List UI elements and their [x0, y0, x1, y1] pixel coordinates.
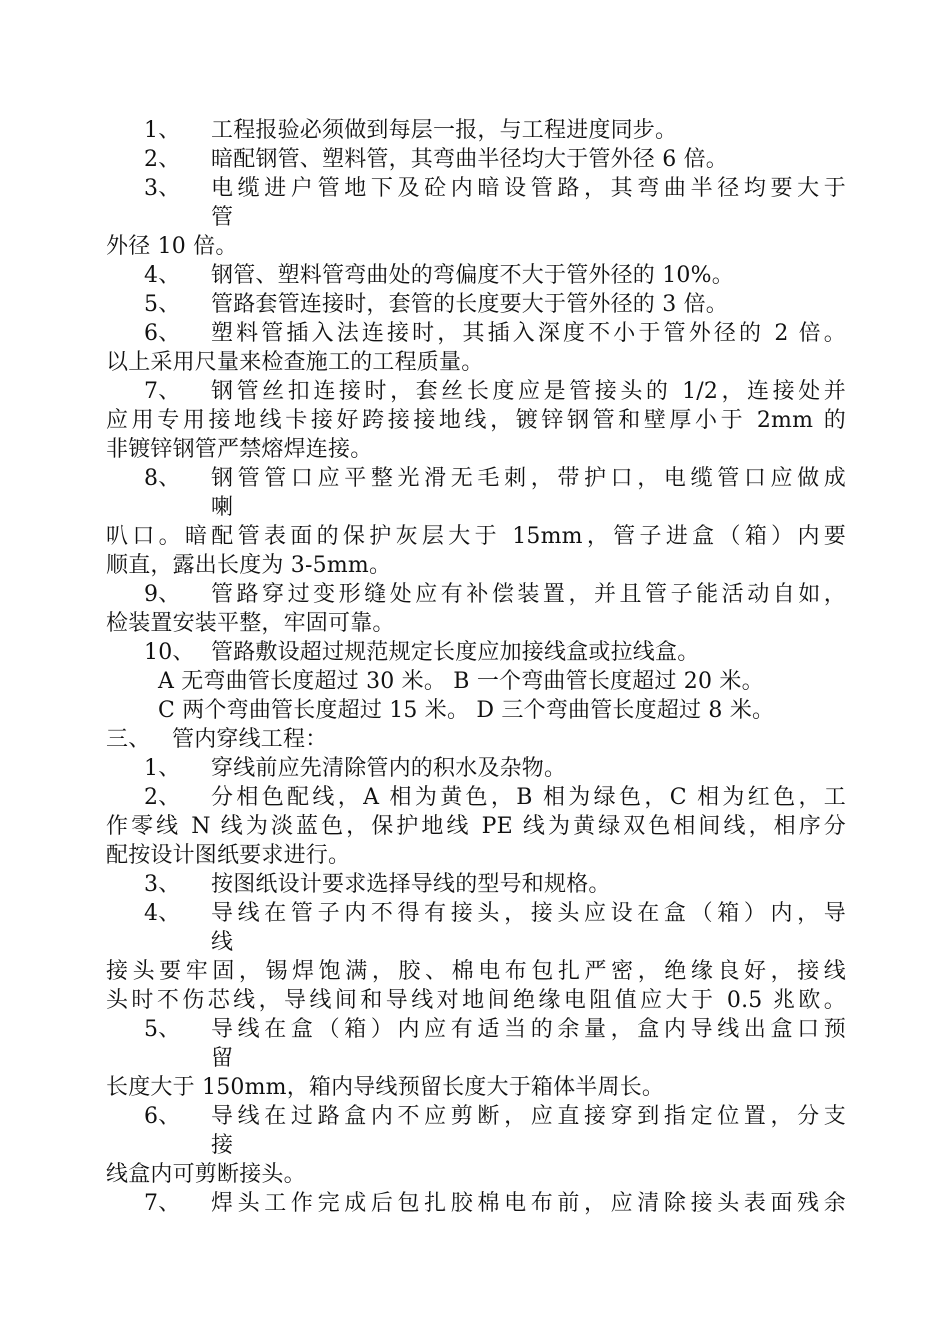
sub-item-text: A 无弯曲管长度超过 30 米。 B 一个弯曲管长度超过 20 米。: [158, 669, 764, 694]
text-line: [106, 146, 846, 174]
item-text: 分相色配线，A 相为黄色，B 相为绿色，C 相为红色，工: [211, 785, 846, 810]
text-line: [106, 900, 846, 928]
text-line: [106, 262, 846, 290]
text-line: [106, 465, 846, 493]
text-line: [106, 1045, 846, 1073]
text-line: [106, 697, 846, 725]
item-number: 6、: [144, 321, 181, 346]
continuation-text: 叭口。暗配管表面的保护灰层大于 15mm，管子进盒（箱）内要: [106, 524, 846, 549]
item-text: 管路套管连接时，套管的长度要大于管外径的 3 倍。: [211, 292, 728, 317]
text-line: [106, 204, 846, 232]
item-number: 9、: [144, 582, 181, 607]
item-number: 1、: [144, 756, 181, 781]
continuation-text: 头时不伤芯线，导线间和导线对地间绝缘电阻值应大于 0.5 兆欧。: [106, 988, 846, 1013]
item-number: 6、: [144, 1104, 181, 1129]
item-number: 5、: [144, 292, 181, 317]
section-heading: 管内穿线工程：: [172, 727, 328, 752]
text-line: [106, 523, 846, 551]
item-number: 8、: [144, 466, 181, 491]
text-line: [106, 581, 846, 609]
text-line: [106, 233, 846, 261]
text-line: [106, 958, 846, 986]
item-text: 工程报验必须做到每层一报，与工程进度同步。: [211, 118, 678, 143]
item-number: 4、: [144, 901, 181, 926]
continuation-text: 检装置安装平整，牢固可靠。: [106, 611, 395, 636]
item-text: 钢管丝扣连接时，套丝长度应是管接头的 1/2，连接处并: [211, 379, 846, 404]
text-line: [106, 175, 846, 203]
item-text: 导线在管子内不得有接头，接头应设在盒（箱）内，导: [211, 901, 846, 926]
item-number: 10、: [144, 640, 195, 665]
sub-item-text: C 两个弯曲管长度超过 15 米。 D 三个弯曲管长度超过 8 米。: [158, 698, 775, 723]
item-text: 钢管、塑料管弯曲处的弯偏度不大于管外径的 10%。: [211, 263, 734, 288]
text-line: [106, 320, 846, 348]
text-line: [106, 1190, 846, 1218]
text-line: [106, 929, 846, 957]
text-line: [106, 784, 846, 812]
item-number: 3、: [144, 872, 181, 897]
item-number: 3、: [144, 176, 181, 201]
wrapped-char: 管: [211, 205, 234, 230]
item-text: 管路敷设超过规范规定长度应加接线盒或拉线盒。: [211, 640, 700, 665]
section-number: 三、: [106, 727, 151, 752]
item-number: 5、: [144, 1017, 181, 1042]
text-line: [106, 639, 846, 667]
item-text: 焊头工作完成后包扎胶棉电布前，应清除接头表面残余: [211, 1191, 846, 1216]
text-line: [106, 668, 846, 696]
item-number: 7、: [144, 1191, 181, 1216]
text-line: [106, 1074, 846, 1102]
item-text: 穿线前应先清除管内的积水及杂物。: [211, 756, 567, 781]
wrapped-char: 留: [211, 1046, 234, 1071]
text-line: [106, 378, 846, 406]
text-line: [106, 291, 846, 319]
text-line: [106, 755, 846, 783]
item-number: 2、: [144, 147, 181, 172]
text-line: [106, 871, 846, 899]
text-line: [106, 1161, 846, 1189]
item-number: 7、: [144, 379, 181, 404]
text-line: [106, 987, 846, 1015]
continuation-text: 长度大于 150mm，箱内导线预留长度大于箱体半周长。: [106, 1075, 665, 1100]
item-text: 导线在过路盒内不应剪断，应直接穿到指定位置，分支: [211, 1104, 846, 1129]
item-text: 导线在盒（箱）内应有适当的余量，盒内导线出盒口预: [211, 1017, 846, 1042]
wrapped-char: 线: [211, 930, 234, 955]
wrapped-char: 喇: [211, 495, 234, 520]
text-line: [106, 407, 846, 435]
text-line: [106, 842, 846, 870]
text-line: [106, 1103, 846, 1131]
continuation-text: 作零线 N 线为淡蓝色，保护地线 PE 线为黄绿双色相间线，相序分: [106, 814, 846, 839]
text-line: [106, 1016, 846, 1044]
item-text: 钢管管口应平整光滑无毛刺，带护口，电缆管口应做成: [211, 466, 846, 491]
continuation-text: 接头要牢固，锡焊饱满，胶、棉电布包扎严密，绝缘良好，接线: [106, 959, 846, 984]
text-line: [106, 494, 846, 522]
text-line: [106, 436, 846, 464]
item-text: 塑料管插入法连接时，其插入深度不小于管外径的 2 倍。: [211, 321, 846, 346]
text-line: [106, 813, 846, 841]
item-text: 暗配钢管、塑料管，其弯曲半径均大于管外径 6 倍。: [211, 147, 728, 172]
continuation-text: 外径 10 倍。: [106, 234, 238, 259]
continuation-text: 配按设计图纸要求进行。: [106, 843, 351, 868]
wrapped-char: 接: [211, 1133, 234, 1158]
item-number: 4、: [144, 263, 181, 288]
text-line: [106, 117, 846, 145]
continuation-text: 顺直，露出长度为 3-5mm。: [106, 553, 392, 578]
continuation-text: 非镀锌钢管严禁熔焊连接。: [106, 437, 373, 462]
text-line: [106, 349, 846, 377]
continuation-text: 以上采用尺量来检查施工的工程质量。: [106, 350, 484, 375]
item-number: 2、: [144, 785, 181, 810]
item-text: 电缆进户管地下及砼内暗设管路，其弯曲半径均要大于: [211, 176, 846, 201]
text-line: [106, 610, 846, 638]
continuation-text: 线盒内可剪断接头。: [106, 1162, 306, 1187]
item-text: 按图纸设计要求选择导线的型号和规格。: [211, 872, 611, 897]
text-line: [106, 552, 846, 580]
continuation-text: 应用专用接地线卡接好跨接接地线，镀锌钢管和壁厚小于 2mm 的: [106, 408, 846, 433]
item-text: 管路穿过变形缝处应有补偿装置，并且管子能活动自如，: [211, 582, 846, 607]
text-line: [106, 1132, 846, 1160]
item-number: 1、: [144, 118, 181, 143]
text-line: [106, 726, 846, 754]
